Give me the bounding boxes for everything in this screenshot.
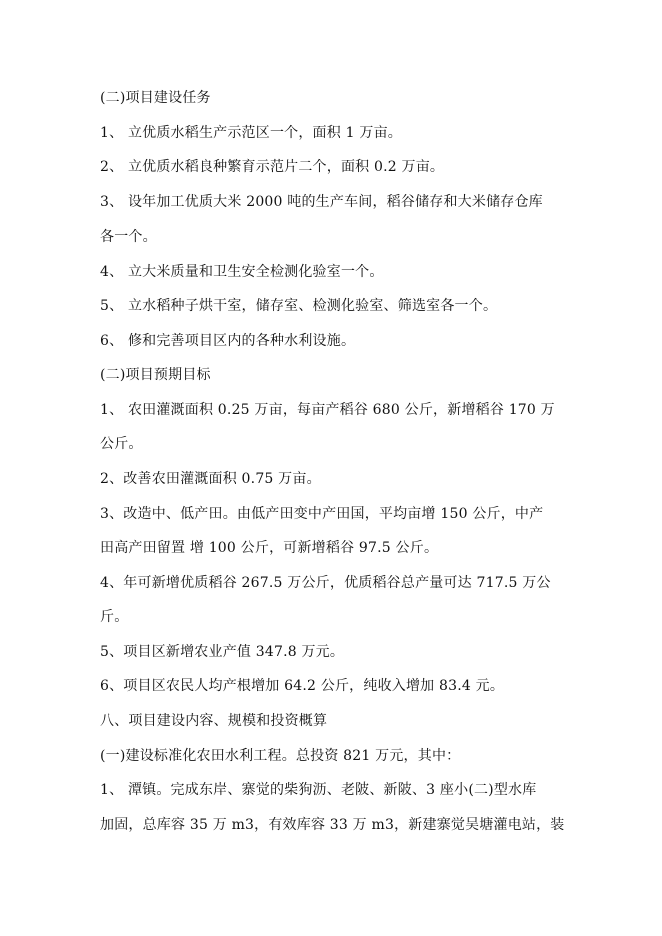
goal-item-1-continued: 公斤。 [100, 436, 143, 452]
irrigation-item-1: 1、 潭镇。完成东岸、寨觉的柴狗沥、老陂、新陂、3 座小(二)型水库 [100, 782, 537, 798]
goal-item-1: 1、 农田灌溉面积 0.25 万亩，每亩产稻谷 680 公斤，新增稻谷 170 万 [100, 402, 555, 418]
task-item-1: 1、 立优质水稻生产示范区一个，面积 1 万亩。 [100, 125, 402, 141]
task-item-3: 3、 设年加工优质大米 2000 吨的生产车间，稻谷储存和大米储存仓库 [100, 194, 543, 210]
irrigation-item-1-continued: 加固，总库容 35 万 m3，有效库容 33 万 m3，新建寨觉吴塘灌电站，装 [100, 817, 565, 833]
section-heading-content: 八、项目建设内容、规模和投资概算 [100, 713, 328, 729]
goal-item-6: 6、项目区农民人均产根增加 64.2 公斤，纯收入增加 83.4 元。 [100, 678, 505, 694]
task-item-6: 6、 修和完善项目区内的各种水利设施。 [100, 333, 356, 349]
goal-item-4-continued: 斤。 [100, 609, 129, 625]
goal-item-3-continued: 田高产田留置 增 100 公斤，可新增稻谷 97.5 公斤。 [100, 540, 439, 556]
goal-item-4: 4、年可新增优质稻谷 267.5 万公斤，优质稻谷总产量可达 717.5 万公 [100, 575, 551, 591]
task-item-2: 2、 立优质水稻良种繁育示范片二个，面积 0.2 万亩。 [100, 159, 445, 175]
subsection-heading-irrigation: (一)建设标准化农田水利工程。总投资 821 万元，其中： [100, 748, 461, 764]
section-heading-tasks: (二)项目建设任务 [100, 90, 211, 106]
section-heading-goals: (二)项目预期目标 [100, 367, 211, 383]
task-item-3-continued: 各一个。 [100, 229, 157, 245]
goal-item-3: 3、改造中、低产田。由低产田变中产田国，平均亩增 150 公斤，中产 [100, 506, 544, 522]
goal-item-2: 2、改善农田灌溉面积 0.75 万亩。 [100, 471, 321, 487]
task-item-4: 4、 立大米质量和卫生安全检测化验室一个。 [100, 264, 384, 280]
goal-item-5: 5、项目区新增农业产值 347.8 万元。 [100, 644, 345, 660]
task-item-5: 5、 立水稻种子烘干室，储存室、检测化验室、筛选室各一个。 [100, 298, 498, 314]
